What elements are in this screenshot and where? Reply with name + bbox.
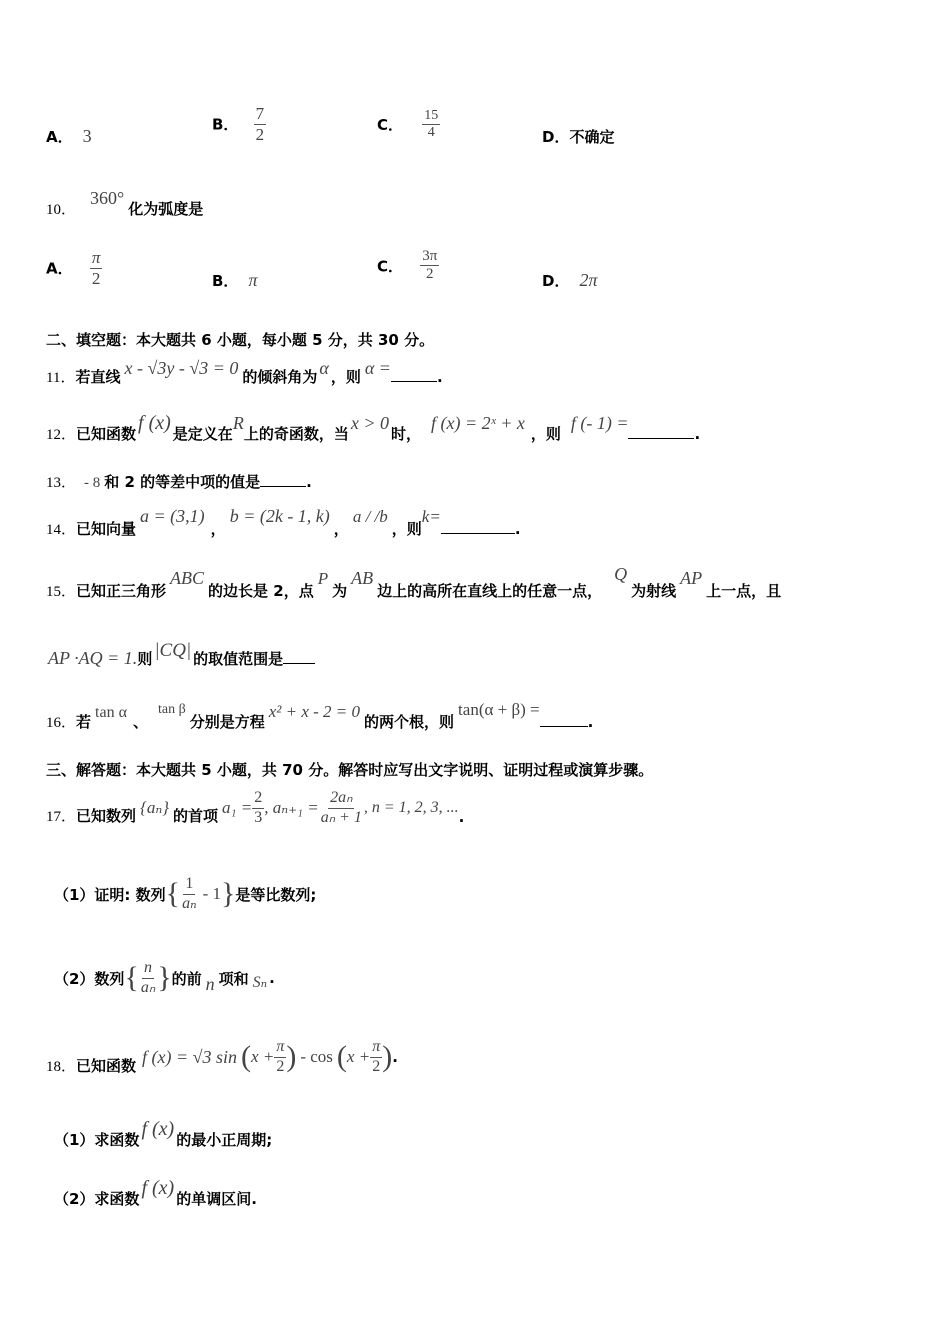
q9-option-c: C． $\frac{15}{4}$ (377, 108, 439, 141)
q10-option-c-fraction: $\frac{3\pi}{2}$ (422, 248, 438, 283)
q17-part-2: （2）数列 { $\frac{n}{\text{aₙ}}$ } 的前 n 项和 Sₙ . (54, 959, 275, 996)
q18-part-1: （1）求函数 f (x) 的最小正周期; (54, 1118, 273, 1149)
q10-option-c: C． $\frac{3\pi}{2}$ (377, 248, 438, 283)
q14-answer-blank[interactable] (441, 519, 515, 534)
q12-answer-blank[interactable] (628, 424, 694, 439)
q18-part-2: （2）求函数 f (x) 的单调区间. (54, 1177, 257, 1208)
q15-answer-blank[interactable] (283, 649, 315, 664)
q13-answer-blank[interactable] (260, 472, 306, 487)
q16-answer-blank[interactable] (540, 712, 588, 727)
q15-line-2: AP ·AQ = 1.则 |CQ| 的取值范围是 (48, 640, 315, 669)
q17-p1-fraction: $\frac{1}{\text{aₙ}}$ (182, 875, 197, 912)
q14: 14．已知向量a = (3,1)，b = (2k - 1, k)，a / /b，则k=. (46, 506, 521, 538)
q12: 12．已知函数 f (x) 是定义在R上的奇函数，当x > 0时，f (x) = 2ˣ + x，则f (- 1) =. (46, 412, 701, 443)
q10-option-a: A． $\frac{\pi}{2}$ (46, 248, 101, 288)
q10-stem: 10．360°化为弧度是 (46, 188, 204, 218)
q17-p2-fraction: $\frac{n}{\text{aₙ}}$ (140, 959, 156, 996)
q18-pi-over-2-a: $\frac{\pi}{2}$ (276, 1038, 285, 1075)
q11-answer-blank[interactable] (391, 367, 437, 382)
q9-option-c-fraction: $\frac{15}{4}$ (424, 108, 439, 141)
q18: 18． 已知函数 f (x) = √3 sin ( x + $\frac{\pi}{2}$ ) - cos ( x + $\frac{\pi}{2}$ ) . (46, 1038, 398, 1075)
q10-option-b: B． π (212, 270, 258, 290)
q9-option-a-value: 3 (82, 126, 92, 146)
q9-option-d: D．不确定 (542, 128, 615, 146)
q17-recurrence-fraction: $\frac{\text{2aₙ}}{\text{aₙ + 1}}$ (320, 789, 362, 826)
q9-option-b: B． $\frac{7}{2}$ (212, 104, 265, 144)
q15-line-1: 15．已知正三角形ABC的边长是 2，点P为AB边上的高所在直线上的任意一点，Q为射线AP上一点，且 (46, 564, 782, 600)
section-3-heading: 三、解答题：本大题共 5 小题，共 70 分。解答时应写出文字说明、证明过程或演算步骤。 (46, 761, 654, 779)
section-2-heading: 二、填空题：本大题共 6 小题，每小题 5 分，共 30 分。 (46, 331, 435, 349)
q17-a1-fraction: $\frac{2}{3}$ (254, 789, 263, 826)
q18-pi-over-2-b: $\frac{\pi}{2}$ (372, 1038, 381, 1075)
q11: 11．若直线 x - √3y - √3 = 0 的倾斜角为 α ，则 α = . (46, 358, 443, 386)
q10-option-a-fraction: $\frac{\pi}{2}$ (91, 248, 101, 288)
q16: 16．若tan α、tan β分别是方程x² + x - 2 = 0的两个根，则tan(α + β) =. (46, 700, 594, 731)
q17-part-1: （1）证明: 数列 { $\frac{1}{\text{aₙ}}$ - 1 } 是等比数列; (54, 875, 317, 912)
q10-option-d: D． 2π (542, 270, 598, 290)
q13: 13． - 8 和 2 的等差中项的值是 . (46, 473, 312, 491)
q9-option-a: A． 3 (46, 126, 92, 146)
q9-option-b-fraction: $\frac{7}{2}$ (255, 104, 265, 144)
q17: 17． 已知数列 {aₙ} 的首项 a₁ = $\frac{2}{3}$ , aₙ₊₁ = $\frac{\text{2aₙ}}{\text{aₙ + 1}}$ , n = 1, 2, 3, ... . (46, 789, 465, 826)
